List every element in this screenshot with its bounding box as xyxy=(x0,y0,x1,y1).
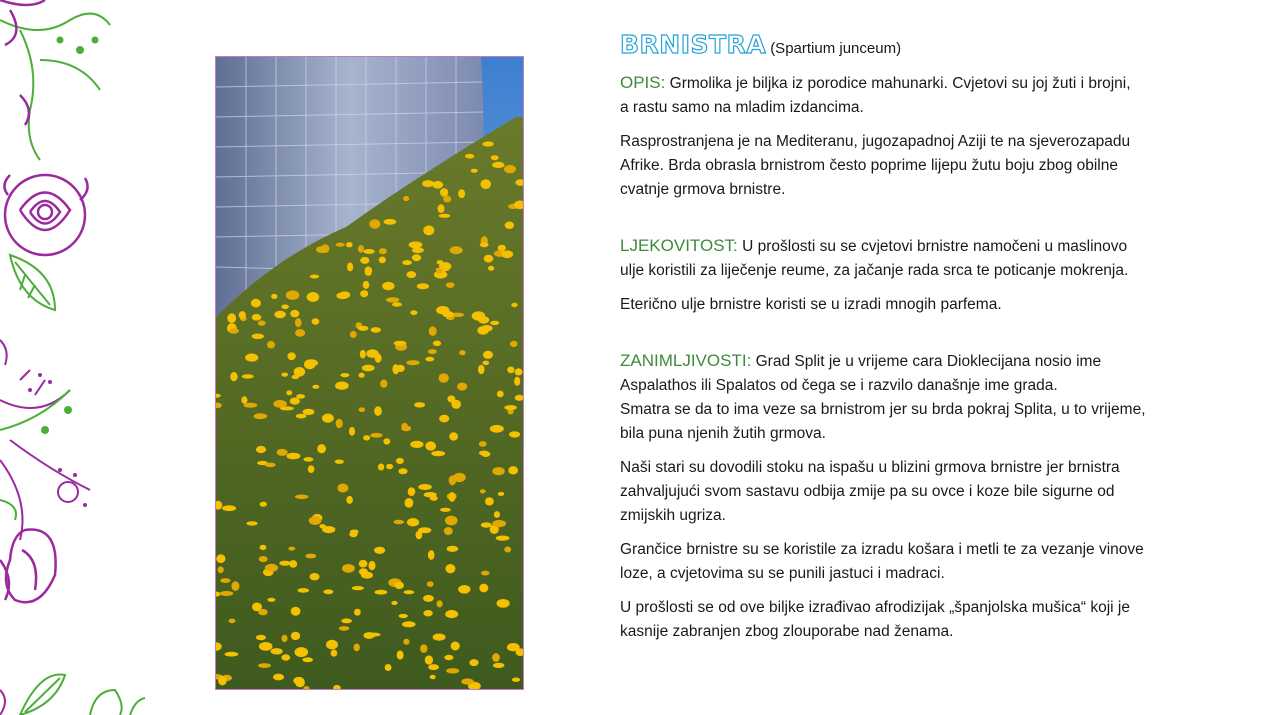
green-stem-icon xyxy=(0,390,71,520)
zan-p3-line1: Grančice brnistre su se koristile za izradu košara i metli te za vezanje vinove xyxy=(620,541,1144,558)
broom-photo-image xyxy=(216,57,523,689)
opis-p2-line3: cvatnje grmova brnistre. xyxy=(620,181,786,198)
floral-border-decoration xyxy=(0,0,160,715)
zanimljivosti-line3: Smatra se da to ima veze sa brnistrom jer su brda pokraj Splita, u to vrijeme, xyxy=(620,401,1146,418)
latin-name: (Spartium junceum) xyxy=(770,40,902,57)
opis-p2-line1: Rasprostranjena je na Mediteranu, jugozapadnoj Aziji te na sjeverozapadu xyxy=(620,133,1131,150)
zanimljivosti-label: ZANIMLJIVOSTI: xyxy=(620,351,752,370)
opis-text: Grmolika je biljka iz porodice mahunarki. Cvjetovi su joj žuti i brojni, xyxy=(669,75,1131,92)
zan-p4-line1: U prošlosti se od ove biljke izrađivao afrodizijak „španjolska mušica“ koji je xyxy=(620,599,1130,616)
opis-paragraph xyxy=(620,71,1220,120)
broom-photo xyxy=(215,56,524,690)
zanimljivosti-line4: bila puna njenih žutih grmova. xyxy=(620,425,826,442)
sprig-flowers-icon xyxy=(0,340,90,540)
zanimljivosti-paragraph xyxy=(620,349,1220,446)
ljekovitost-paragraph xyxy=(620,234,1220,283)
opis-p2-line2: Afrike. Brda obrasla brnistrom često poprime lijepu žutu boju zbog obilne xyxy=(620,157,1118,174)
zan-p4-line2: kasnije zabranjen zbog zlouporabe nad ženama. xyxy=(620,623,954,640)
opis-paragraph-2 xyxy=(620,130,1220,202)
page-title: BRNISTRA xyxy=(620,30,767,59)
bottom-bud-icon xyxy=(0,690,5,715)
bottom-leaves-icon xyxy=(20,675,145,715)
zanimljivosti-text: Grad Split je u vrijeme cara Dioklecijana nosio ime xyxy=(755,353,1102,370)
opis-label: OPIS: xyxy=(620,73,666,92)
ljekovitost-paragraph-2 xyxy=(620,293,1220,317)
top-bud-icon xyxy=(0,0,45,125)
ljekovitost-p2: Eterično ulje brnistre koristi se u izradi mnogih parfema. xyxy=(620,296,1002,313)
top-branch-icon xyxy=(0,14,110,160)
poppy-flower-icon xyxy=(0,530,56,603)
zan-p2-line3: zmijskih ugriza. xyxy=(620,507,726,524)
ljekovitost-text: U prošlosti su se cvjetovi brnistre namočeni u maslinovo xyxy=(742,238,1128,255)
title-row xyxy=(620,30,1220,59)
leaf-icon xyxy=(10,255,55,310)
opis-text-2: a rastu samo na mladim izdancima. xyxy=(620,99,864,116)
zanimljivosti-line2: Aspalathos ili Spalatos od čega se i razvilo današnje ime grada. xyxy=(620,377,1058,394)
zanimljivosti-paragraph-3 xyxy=(620,538,1220,586)
zan-p2-line1: Naši stari su dovodili stoku na ispašu u blizini grmova brnistre jer brnistra xyxy=(620,459,1120,476)
rose-flower-icon xyxy=(4,175,87,255)
zan-p3-line2: loze, a cvjetovima su se punili jastuci i madraci. xyxy=(620,565,945,582)
zan-p2-line2: zahvaljujući svom sastavu odbija zmije pa su ovce i koze bile sigurne od xyxy=(620,483,1115,500)
zanimljivosti-paragraph-2 xyxy=(620,456,1220,528)
ljekovitost-label: LJEKOVITOST: xyxy=(620,236,738,255)
ljekovitost-text-2: ulje koristili za liječenje reume, za jačanje rada srca te poticanje mokrenja. xyxy=(620,262,1129,279)
text-column xyxy=(620,30,1220,644)
zanimljivosti-paragraph-4 xyxy=(620,596,1220,644)
